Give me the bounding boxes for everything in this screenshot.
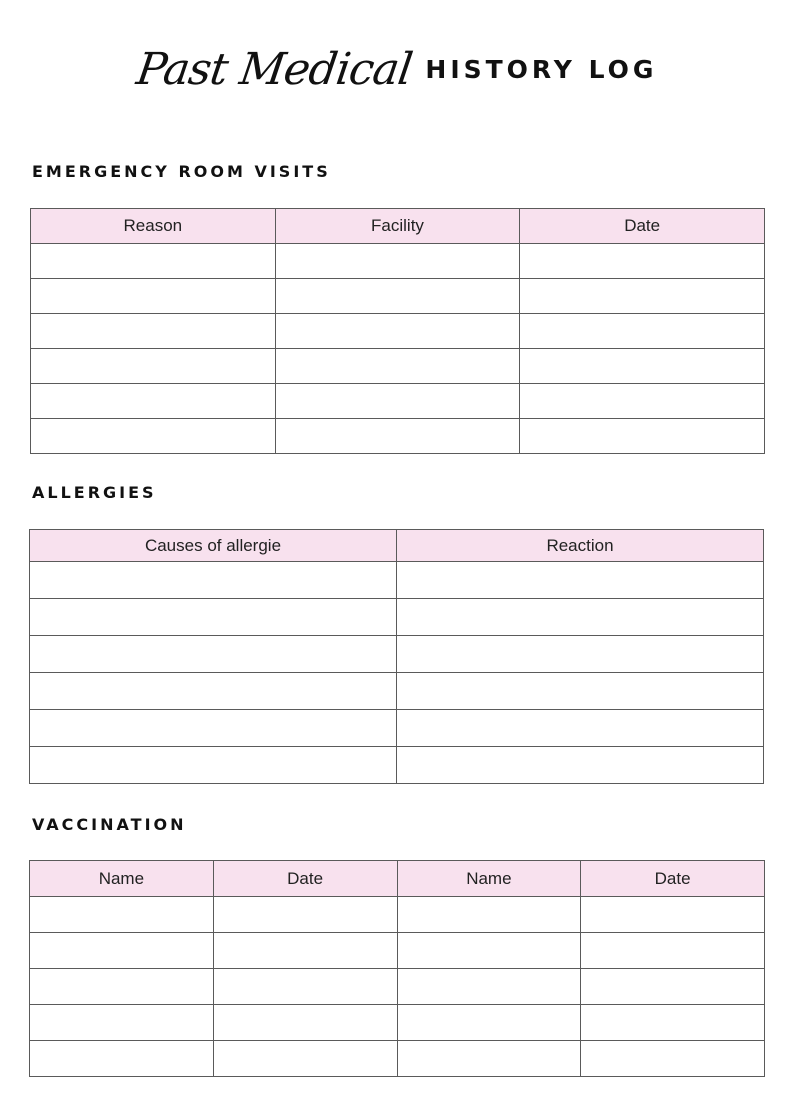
table-row — [30, 747, 764, 784]
blank-entry-cell[interactable] — [213, 933, 397, 969]
blank-entry-cell[interactable] — [397, 969, 581, 1005]
table-row — [30, 933, 765, 969]
table-row — [30, 636, 764, 673]
allergies-table — [29, 529, 764, 784]
page-title — [0, 44, 794, 95]
table-header-row — [30, 861, 765, 897]
allergies-heading: ALLERGIES — [32, 483, 157, 502]
emergency-room-visits-heading: EMERGENCY ROOM VISITS — [32, 162, 331, 181]
title-caps-text: HISTORY LOG — [425, 55, 658, 84]
column-header: Date — [581, 861, 765, 897]
blank-entry-cell[interactable] — [397, 933, 581, 969]
blank-entry-cell[interactable] — [397, 562, 764, 599]
blank-entry-cell[interactable] — [520, 349, 765, 384]
blank-entry-cell[interactable] — [581, 933, 765, 969]
title-script-text: Past Medical — [132, 44, 415, 95]
table-header-row — [31, 209, 765, 244]
blank-entry-cell[interactable] — [581, 897, 765, 933]
table-row — [31, 384, 765, 419]
blank-entry-cell[interactable] — [31, 384, 276, 419]
blank-entry-cell[interactable] — [30, 1041, 214, 1077]
blank-entry-cell[interactable] — [30, 710, 397, 747]
blank-entry-cell[interactable] — [275, 419, 520, 454]
blank-entry-cell[interactable] — [581, 1005, 765, 1041]
blank-entry-cell[interactable] — [397, 673, 764, 710]
table-row — [31, 244, 765, 279]
blank-entry-cell[interactable] — [30, 1005, 214, 1041]
blank-entry-cell[interactable] — [397, 636, 764, 673]
blank-entry-cell[interactable] — [213, 897, 397, 933]
column-header: Facility — [275, 209, 520, 244]
blank-entry-cell[interactable] — [397, 747, 764, 784]
table-row — [30, 673, 764, 710]
table-row — [30, 1041, 765, 1077]
column-header: Reason — [31, 209, 276, 244]
blank-entry-cell[interactable] — [581, 969, 765, 1005]
table-row — [31, 349, 765, 384]
table-row — [30, 599, 764, 636]
blank-entry-cell[interactable] — [397, 1041, 581, 1077]
blank-entry-cell[interactable] — [397, 1005, 581, 1041]
blank-entry-cell[interactable] — [30, 969, 214, 1005]
blank-entry-cell[interactable] — [397, 599, 764, 636]
blank-entry-cell[interactable] — [31, 279, 276, 314]
blank-entry-cell[interactable] — [31, 349, 276, 384]
blank-entry-cell[interactable] — [30, 562, 397, 599]
blank-entry-cell[interactable] — [30, 599, 397, 636]
blank-entry-cell[interactable] — [275, 279, 520, 314]
table-row — [30, 897, 765, 933]
table-row — [31, 314, 765, 349]
column-header: Reaction — [397, 530, 764, 562]
emergency-room-visits-table — [30, 208, 765, 454]
blank-entry-cell[interactable] — [520, 314, 765, 349]
column-header: Name — [30, 861, 214, 897]
blank-entry-cell[interactable] — [275, 384, 520, 419]
blank-entry-cell[interactable] — [31, 244, 276, 279]
blank-entry-cell[interactable] — [520, 279, 765, 314]
column-header: Causes of allergie — [30, 530, 397, 562]
blank-entry-cell[interactable] — [275, 244, 520, 279]
blank-entry-cell[interactable] — [30, 673, 397, 710]
table-row — [30, 1005, 765, 1041]
blank-entry-cell[interactable] — [275, 314, 520, 349]
table-row — [30, 562, 764, 599]
table-row — [30, 969, 765, 1005]
blank-entry-cell[interactable] — [30, 933, 214, 969]
blank-entry-cell[interactable] — [397, 710, 764, 747]
blank-entry-cell[interactable] — [213, 1005, 397, 1041]
blank-entry-cell[interactable] — [31, 314, 276, 349]
blank-entry-cell[interactable] — [213, 969, 397, 1005]
blank-entry-cell[interactable] — [30, 747, 397, 784]
table-row — [31, 419, 765, 454]
blank-entry-cell[interactable] — [275, 349, 520, 384]
blank-entry-cell[interactable] — [520, 384, 765, 419]
column-header: Date — [520, 209, 765, 244]
table-header-row — [30, 530, 764, 562]
blank-entry-cell[interactable] — [213, 1041, 397, 1077]
blank-entry-cell[interactable] — [397, 897, 581, 933]
blank-entry-cell[interactable] — [31, 419, 276, 454]
blank-entry-cell[interactable] — [30, 636, 397, 673]
blank-entry-cell[interactable] — [581, 1041, 765, 1077]
column-header: Date — [213, 861, 397, 897]
blank-entry-cell[interactable] — [520, 244, 765, 279]
table-row — [31, 279, 765, 314]
blank-entry-cell[interactable] — [30, 897, 214, 933]
vaccination-table — [29, 860, 765, 1077]
blank-entry-cell[interactable] — [520, 419, 765, 454]
table-row — [30, 710, 764, 747]
vaccination-heading: VACCINATION — [32, 815, 187, 834]
column-header: Name — [397, 861, 581, 897]
